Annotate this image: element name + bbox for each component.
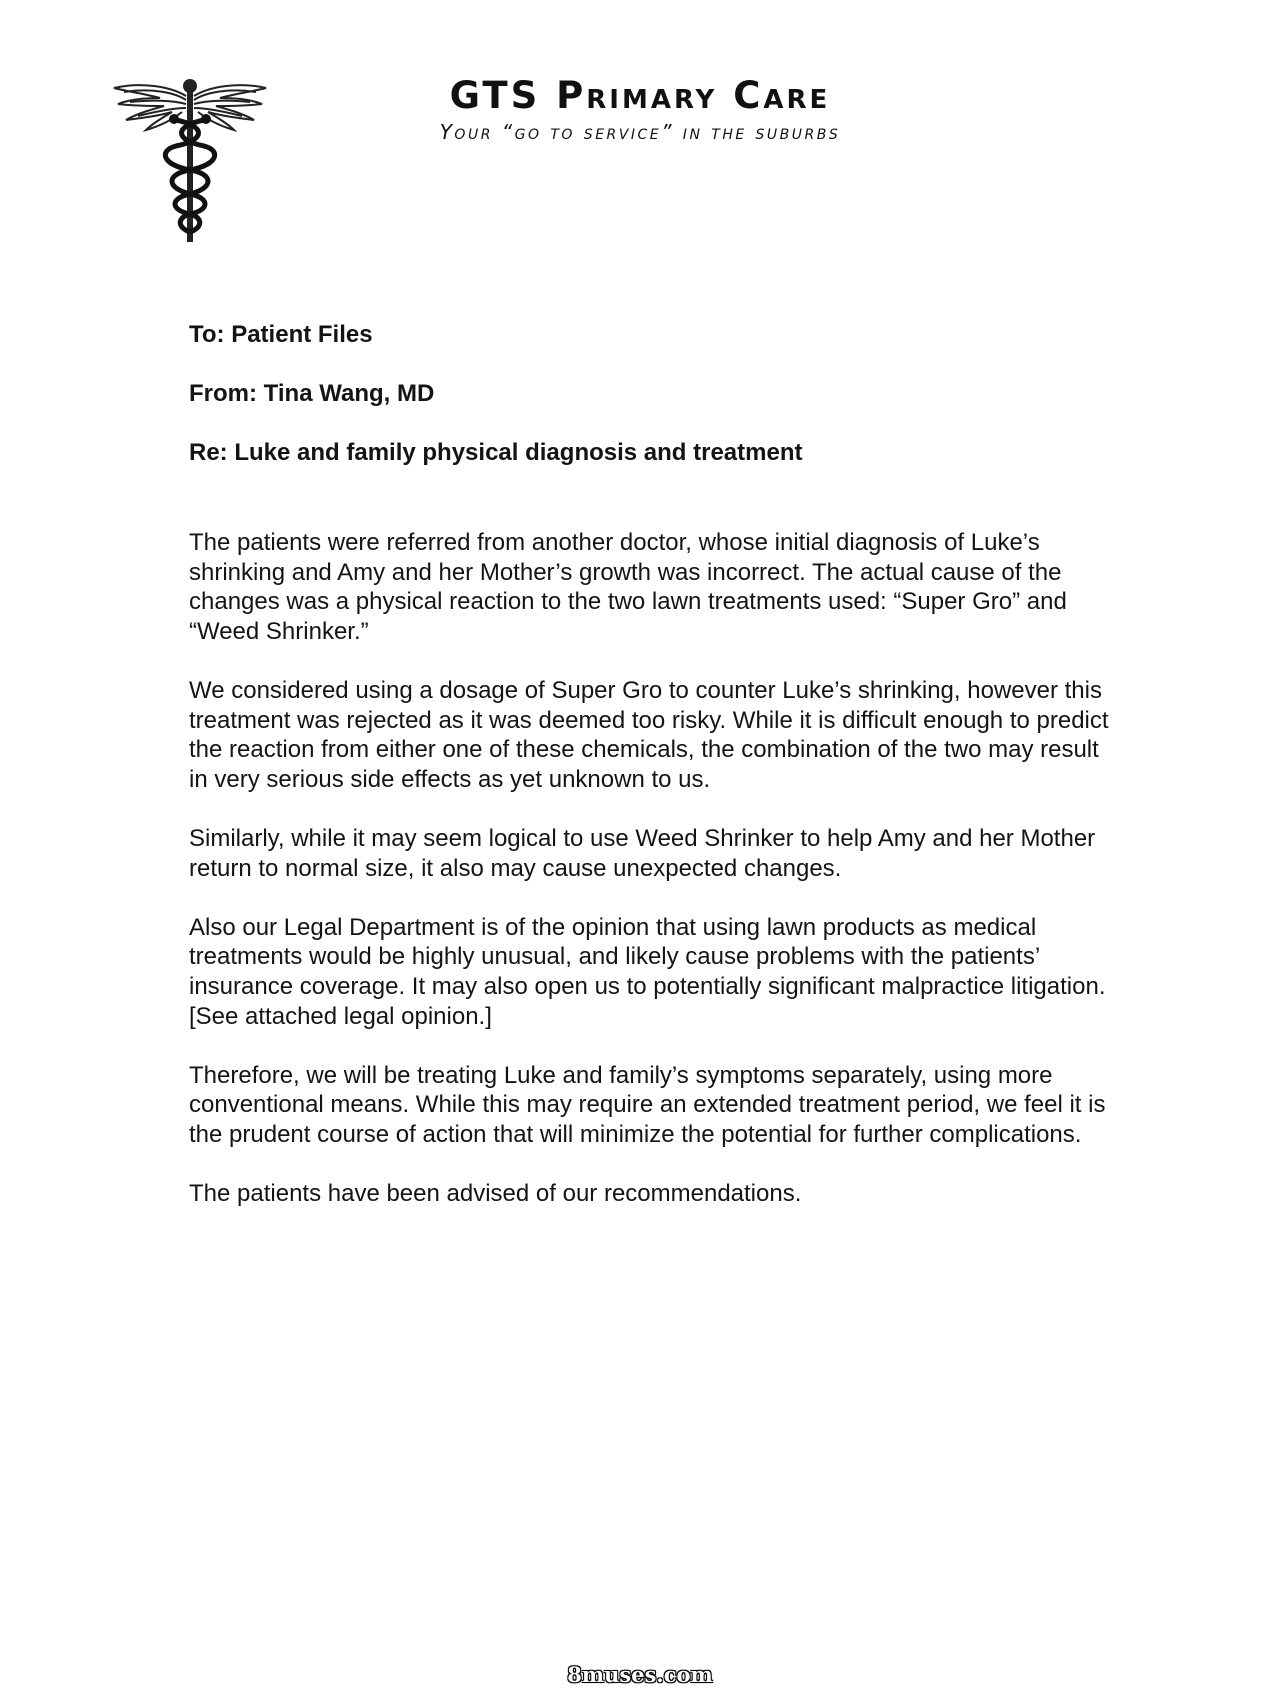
body-paragraph: We considered using a dosage of Super Gro to counter Luke’s shrinking, however this treatment was rejected as it was deemed too risky. While it is difficult enough to predict the reaction from either one of these chemicals, the combination of the two may result in very serious side effects as yet unknown to us. (189, 676, 1109, 793)
organization-tagline: Your “go to service” in the suburbs (439, 120, 841, 144)
memo-from: From: Tina Wang, MD (189, 380, 435, 407)
organization-name: GTS Primary Care (449, 74, 831, 117)
caduceus-icon (110, 74, 270, 244)
memo-subject: Re: Luke and family physical diagnosis and treatment (189, 439, 803, 466)
memo-to: To: Patient Files (189, 321, 373, 348)
body-paragraph: The patients were referred from another doctor, whose initial diagnosis of Luke’s shrinking and Amy and her Mother’s growth was incorrect. The actual cause of the changes was a physical reaction to the two lawn treatments used: “Super Gro” and “Weed Shrinker.” (189, 529, 1067, 645)
body-paragraph: Similarly, while it may seem logical to use Weed Shrinker to help Amy and her Mother return to normal size, it also may cause unexpected changes. (189, 824, 1096, 882)
body-paragraph: Therefore, we will be treating Luke and family’s symptoms separately, using more conventional means. While this may require an extended treatment period, we feel it is the prudent course of action that will minimize the potential for further complications. (189, 1061, 1106, 1148)
memo-header (189, 320, 1109, 497)
footer-watermark: 8muses.com (567, 1662, 713, 1687)
memo-body (189, 528, 1109, 1238)
body-paragraph: Also our Legal Department is of the opinion that using lawn products as medical treatments would be highly unusual, and likely cause problems with the patients’ insurance coverage. It may also open us to potentially significant malpractice litigation. [See attached legal opinion.] (189, 913, 1106, 1030)
body-paragraph: The patients have been advised of our recommendations. (189, 1180, 802, 1208)
